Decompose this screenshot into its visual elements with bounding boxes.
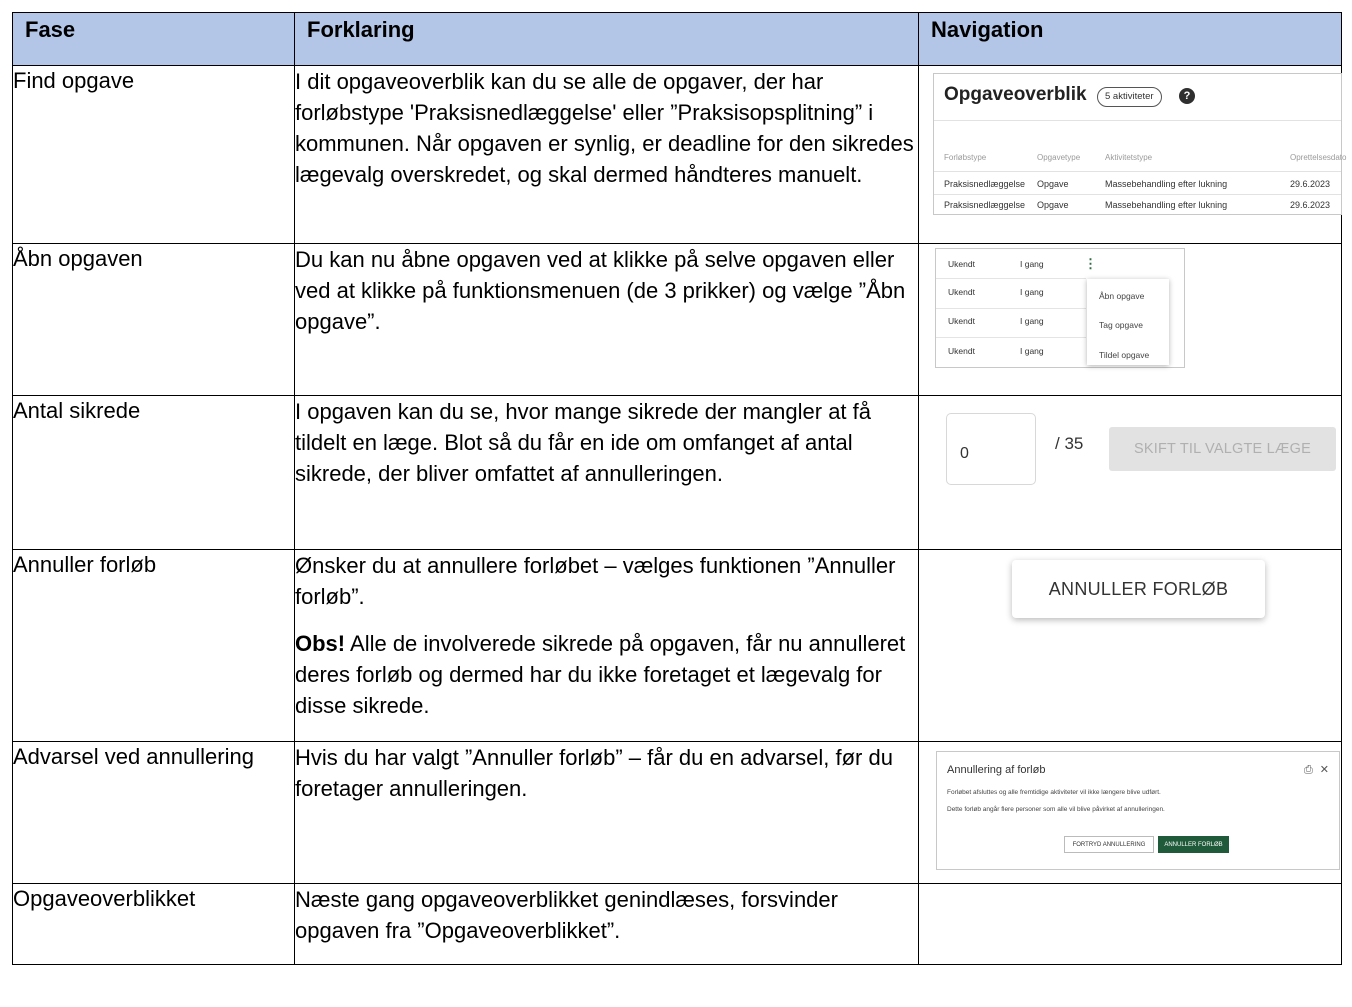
forklaring-text: Hvis du har valgt ”Annuller forløb” – får du en advarsel, før du foretager annulleringen.	[295, 745, 893, 801]
print-icon[interactable]: ⎙	[1303, 764, 1313, 776]
table-row	[13, 396, 1342, 550]
status-cell[interactable]: Ukendt	[948, 259, 975, 269]
forklaring-cell	[295, 550, 919, 742]
table-cell[interactable]: 29.6.2023	[1290, 200, 1331, 210]
column-header[interactable]: Aktivitetstype	[1105, 153, 1153, 162]
table-row	[13, 244, 1342, 396]
status-cell[interactable]: Ukendt	[948, 287, 975, 297]
forklaring-cell	[295, 66, 919, 244]
table-cell[interactable]: Praksisnedlæggelse	[944, 179, 1026, 189]
forklaring-text: I dit opgaveoverblik kan du se alle de opgaver, der har forløbstype 'Praksisnedlæggelse' eller ”Praksisopsplitning” i kommunen. Når opgaven er synlig, er deadline for den sikredes lægevalg overskredet, og skal dermed håndteres manuelt.	[295, 69, 914, 187]
obs-label: Obs!	[295, 631, 346, 656]
table-row	[13, 66, 1342, 244]
fase-cell: Antal sikrede	[13, 396, 295, 550]
function-menu	[1087, 279, 1169, 365]
switch-doctor-button[interactable]: SKIFT TIL VALGTE LÆGE	[1109, 427, 1336, 471]
menu-item-take-task[interactable]: Tag opgave	[1099, 320, 1143, 330]
forklaring-cell	[295, 244, 919, 396]
menu-item-assign-task[interactable]: Tildel opgave	[1099, 350, 1150, 360]
progress-cell[interactable]: I gang	[1020, 316, 1044, 326]
table-cell[interactable]: Opgave	[1037, 200, 1069, 210]
header-fase: Fase	[13, 13, 295, 66]
navigation-cell	[919, 884, 1342, 965]
count-total: / 35	[1055, 434, 1084, 453]
navigation-cell	[919, 550, 1342, 742]
column-header[interactable]: Oprettelsesdato	[1290, 153, 1347, 162]
table-row	[13, 742, 1342, 884]
activity-count-chip[interactable]: 5 aktiviteter	[1097, 87, 1162, 107]
table-cell[interactable]: Massebehandling efter lukning	[1105, 179, 1228, 189]
header-navigation: Navigation	[919, 13, 1342, 66]
dialog-title: Annullering af forløb	[947, 764, 1046, 776]
fortryd-annullering-button[interactable]: FORTRYD ANNULLERING	[1064, 836, 1154, 853]
forklaring-text: Du kan nu åbne opgaven ved at klikke på selve opgaven eller ved at klikke på funktionsmenuen (de 3 prikker) og vælge ”Åbn opgave”.	[295, 247, 906, 334]
more-vertical-icon[interactable]: ⋮	[1084, 256, 1097, 271]
table-row	[13, 550, 1342, 742]
fase-cell: Advarsel ved annullering	[13, 742, 295, 884]
question-circle-icon[interactable]: ?	[1179, 88, 1195, 104]
column-header[interactable]: Forløbstype	[944, 153, 987, 162]
opgaveoverblik-title: Opgaveoverblik	[944, 84, 1087, 105]
table-cell[interactable]: 29.6.2023	[1290, 179, 1331, 189]
cancel-dialog	[936, 751, 1340, 870]
count-value: 0	[960, 445, 969, 462]
forklaring-text: Ønsker du at annullere forløbet – vælges funktionen ”Annuller forløb”.	[295, 553, 896, 609]
progress-cell[interactable]: I gang	[1020, 346, 1044, 356]
forklaring-cell	[295, 742, 919, 884]
table-cell[interactable]: Praksisnedlæggelse	[944, 200, 1026, 210]
forklaring-text: I opgaven kan du se, hvor mange sikrede der mangler at få tildelt en læge. Blot så du får en ide om omfanget af antal sikrede, der bliver omfattet af annulleringen.	[295, 399, 872, 486]
fase-cell: Annuller forløb	[13, 550, 295, 742]
status-cell[interactable]: Ukendt	[948, 316, 975, 326]
forklaring-text: Næste gang opgaveoverblikket genindlæses, forsvinder opgaven fra ”Opgaveoverblikket”.	[295, 887, 838, 943]
menu-item-open-task[interactable]: Åbn opgave	[1099, 291, 1145, 301]
navigation-cell	[919, 244, 1342, 396]
opgaveoverblik-screenshot	[933, 73, 1347, 215]
progress-cell[interactable]: I gang	[1020, 259, 1044, 269]
header-row	[13, 13, 1342, 66]
table-cell[interactable]: Massebehandling efter lukning	[1105, 200, 1228, 210]
dialog-text: Dette forløb angår flere personer som alle vil blive påvirket af annulleringen.	[947, 806, 1165, 813]
obs-text: Alle de involverede sikrede på opgaven, får nu annulleret deres forløb og dermed har du ikke foretaget et lægevalg for disse sikrede.	[295, 631, 906, 718]
column-header[interactable]: Opgavetype	[1037, 153, 1081, 162]
annuller-forloeb-button[interactable]: ANNULLER FORLØB	[1012, 560, 1265, 618]
forklaring-cell	[295, 884, 919, 965]
fase-cell: Find opgave	[13, 66, 295, 244]
navigation-cell	[919, 742, 1342, 884]
status-cell[interactable]: Ukendt	[948, 346, 975, 356]
table-cell[interactable]: Opgave	[1037, 179, 1069, 189]
fase-cell: Opgaveoverblikket	[13, 884, 295, 965]
navigation-cell	[919, 66, 1347, 244]
obs-paragraph	[295, 628, 918, 721]
table-row	[13, 884, 1342, 965]
task-list-screenshot	[935, 248, 1185, 368]
annuller-forloeb-confirm-button[interactable]: ANNULLER FORLØB	[1158, 836, 1229, 853]
close-icon[interactable]: ✕	[1319, 764, 1329, 776]
guide-table	[12, 12, 1347, 965]
dialog-text: Forløbet afsluttes og alle fremtidige aktiviteter vil ikke længere blive udført.	[947, 789, 1161, 796]
navigation-cell	[919, 396, 1342, 550]
fase-cell: Åbn opgaven	[13, 244, 295, 396]
forklaring-cell	[295, 396, 919, 550]
progress-cell[interactable]: I gang	[1020, 287, 1044, 297]
header-forklaring: Forklaring	[295, 13, 919, 66]
count-input[interactable]	[946, 413, 1036, 485]
